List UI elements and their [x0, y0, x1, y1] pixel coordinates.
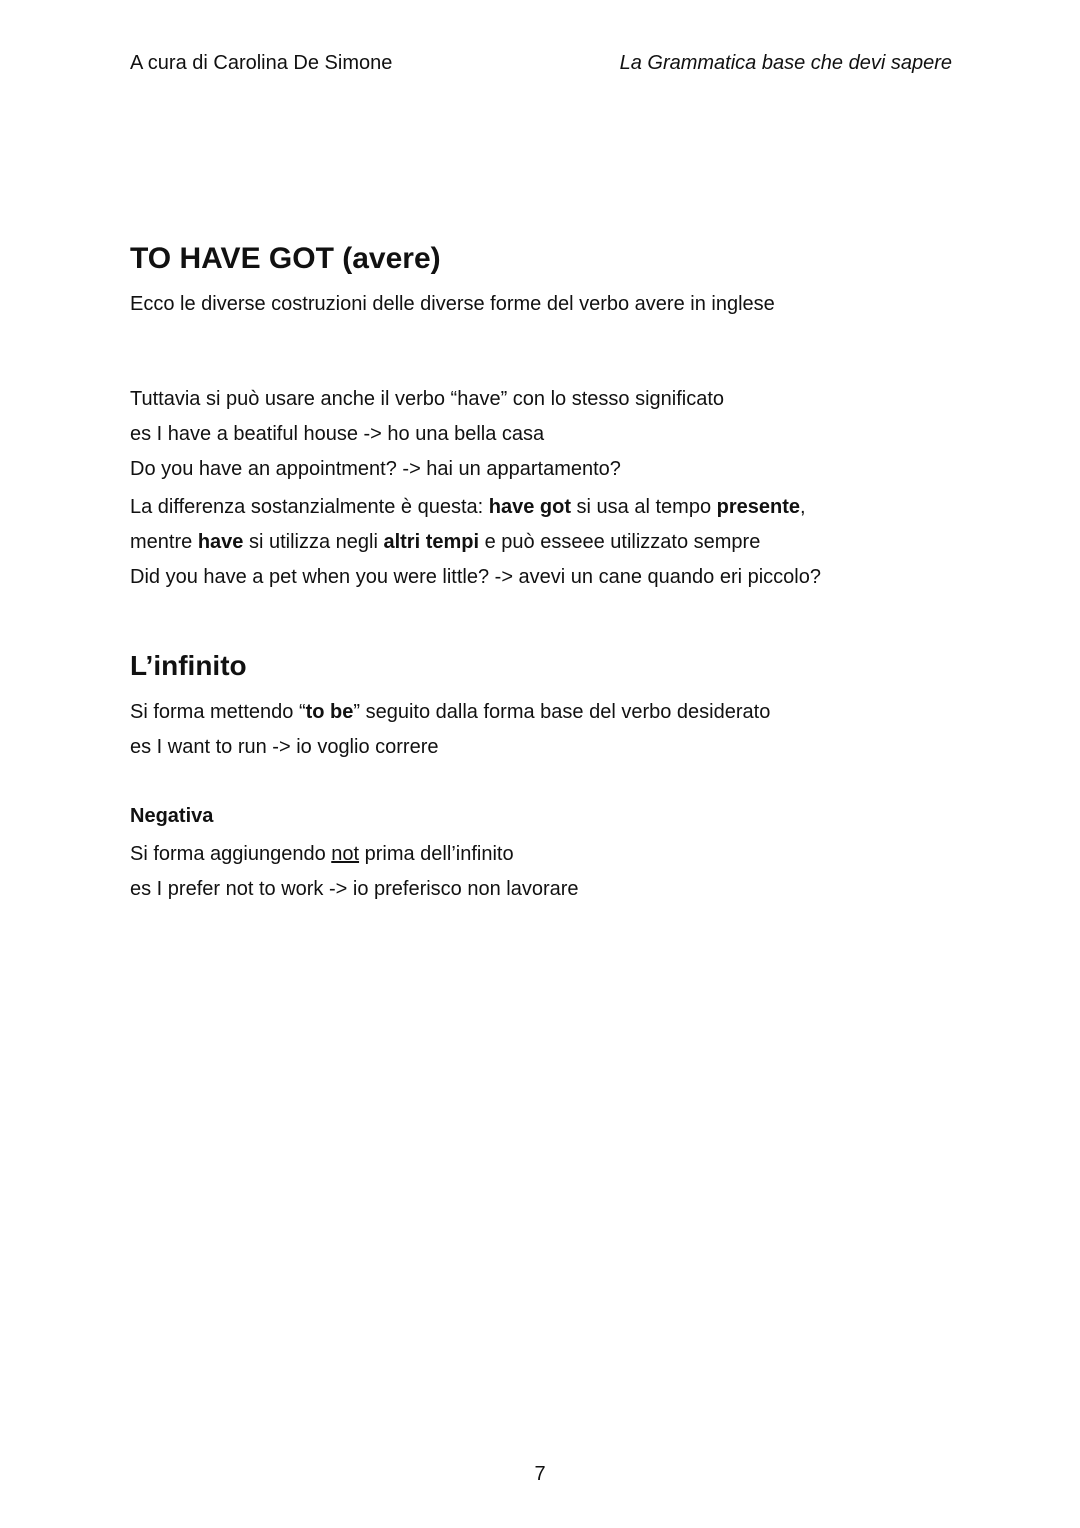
- paragraph-infinitive: [130, 695, 952, 765]
- text-segment: prima dell’infinito: [359, 843, 514, 865]
- intro-text: Ecco le diverse costruzioni delle diverse forme del verbo avere in inglese: [130, 293, 775, 315]
- text-line: [130, 872, 952, 907]
- text-segment: to be: [305, 701, 354, 723]
- text-segment: si utilizza negli: [243, 531, 384, 553]
- text-line: [130, 730, 952, 765]
- text-segment: es I have a beatiful house -> ho una bella casa: [130, 423, 545, 445]
- text-segment: ,: [800, 496, 806, 518]
- text-segment: have got: [488, 496, 571, 518]
- text-segment: Do you have an appointment? -> hai un appartamento?: [130, 458, 621, 480]
- text-line: [130, 837, 952, 872]
- text-segment: Si forma aggiungendo: [130, 843, 332, 865]
- text-segment: altri tempi: [383, 531, 480, 553]
- section-title-infinito: L’infinito: [130, 650, 247, 681]
- text-segment: presente: [716, 496, 800, 518]
- text-segment: e può esseee utilizzato sempre: [479, 531, 761, 553]
- text-line: [130, 490, 952, 525]
- text-line: [130, 560, 952, 595]
- text-segment: mentre: [130, 531, 198, 553]
- text-line: [130, 417, 952, 452]
- paragraph-have-usage: [130, 382, 952, 487]
- text-segment: not: [331, 843, 360, 865]
- text-segment: si usa al tempo: [571, 496, 717, 518]
- page-header: [130, 52, 952, 75]
- text-line: [130, 382, 952, 417]
- text-segment: Did you have a pet when you were little? -> avevi un cane quando eri piccolo?: [130, 566, 821, 588]
- text-segment: have: [197, 531, 244, 553]
- text-segment: ” seguito dalla forma base del verbo desiderato: [353, 701, 771, 723]
- header-book-title: La Grammatica base che devi sapere: [619, 52, 952, 74]
- text-segment: Tuttavia si può usare anche il verbo “have” con lo stesso significato: [130, 388, 725, 410]
- text-line: [130, 452, 952, 487]
- text-segment: La differenza sostanzialmente è questa:: [130, 496, 489, 518]
- header-author: A cura di Carolina De Simone: [130, 52, 393, 74]
- paragraph-difference: [130, 490, 952, 595]
- text-segment: Si forma mettendo “: [130, 701, 306, 723]
- text-line: [130, 695, 952, 730]
- paragraph-negative: [130, 837, 952, 907]
- text-segment: es I want to run -> io voglio correre: [130, 736, 439, 758]
- subsection-title-negativa: Negativa: [130, 805, 214, 827]
- text-segment: es I prefer not to work -> io preferisco non lavorare: [130, 878, 579, 900]
- text-line: [130, 525, 952, 560]
- page-number: 7: [534, 1463, 546, 1485]
- section-title-to-have-got: TO HAVE GOT (avere): [130, 242, 441, 275]
